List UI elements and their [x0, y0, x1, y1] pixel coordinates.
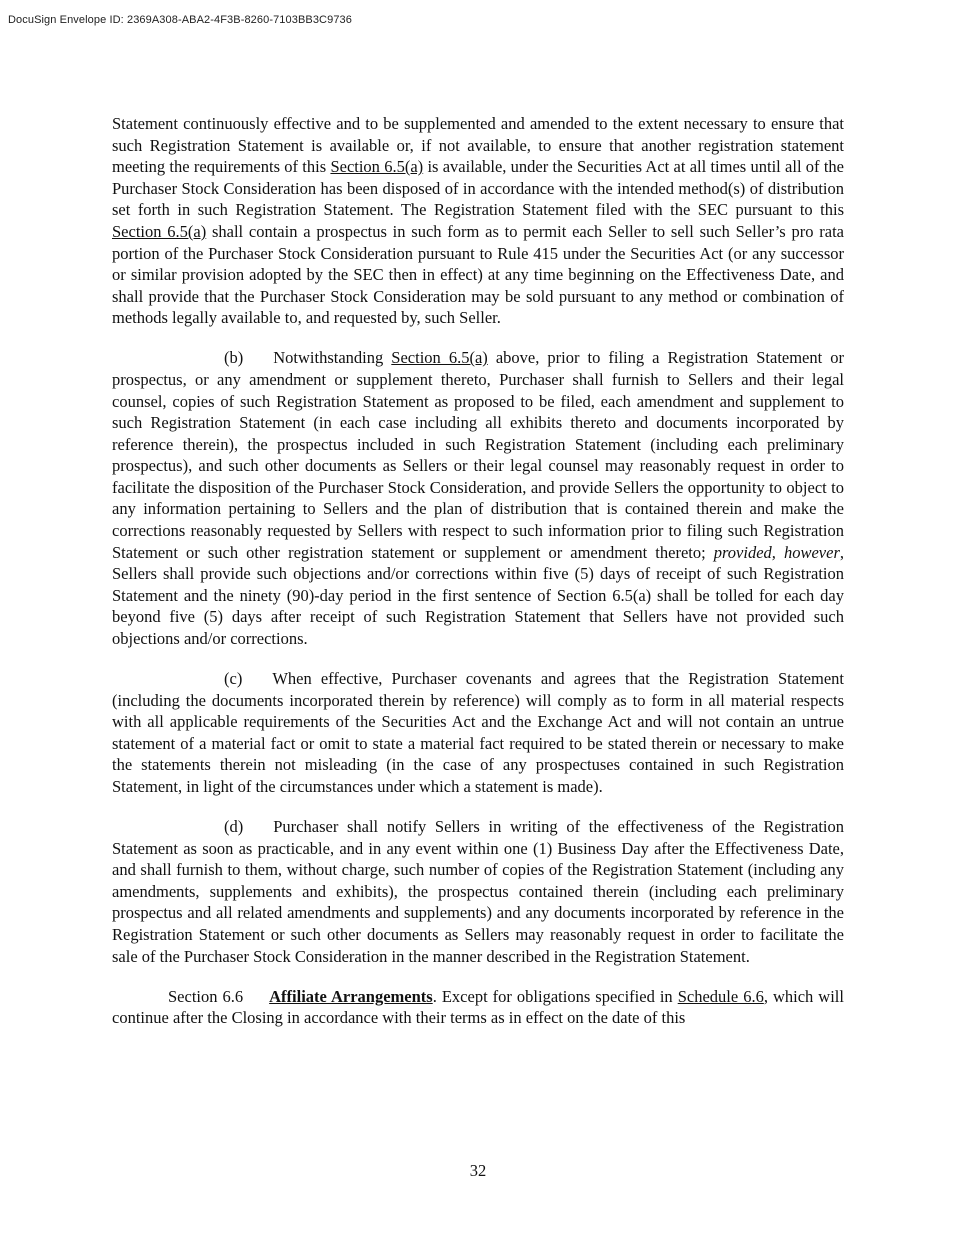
- paragraph-text: , Sellers shall provide such objections and/or corrections within five (5) days of receipt of such Registration Statement and the ninety (90)-day period in the first sentence of Section 6.5(a) shall be tolled for each day beyond five (5) days after receipt of such Registration Statement that Sellers have not provided such objections and/or corrections.: [112, 542, 844, 649]
- section-number: Section 6.6: [168, 986, 244, 1006]
- proviso-italic: provided, however: [713, 542, 840, 562]
- subsection-label: (b): [224, 348, 244, 368]
- section-6-6-paragraph: [112, 986, 844, 1029]
- paragraph-d: [112, 816, 844, 967]
- paragraph-text: is available, under the Securities Act at all times until all of the Purchaser Stock Consideration has been disposed of in accordance with the intended method(s) of distribution set forth in such Registration Statement. The Registration Statement filed with the SEC pursuant to this: [112, 157, 844, 220]
- subsection-label: (d): [224, 816, 244, 836]
- paragraph-text: , which will continue after the Closing in accordance with their terms as in effect on the date of this: [112, 986, 844, 1028]
- schedule-reference-link: Schedule 6.6: [677, 986, 764, 1006]
- paragraph-text: shall contain a prospectus in such form as to permit each Seller to sell such Seller’s pro rata portion of the Purchaser Stock Consideration pursuant to Rule 415 under the Securities Act (or any successor or similar provision adopted by the SEC then in effect) at any time beginning on the Effectiveness Date, and shall provide that the Purchaser Stock Consideration may be sold pursuant to any method or combination of methods legally available to, and requested by, such Seller.: [112, 221, 844, 328]
- subsection-label: (c): [224, 669, 243, 689]
- paragraph-text: Notwithstanding: [273, 348, 392, 368]
- document-body: [112, 113, 844, 1029]
- paragraph-text: . Except for obligations specified in: [432, 986, 678, 1006]
- paragraph-c: [112, 668, 844, 798]
- paragraph-b: [112, 347, 844, 649]
- page-number: 32: [469, 1161, 487, 1180]
- paragraph-text: above, prior to filing a Registration Statement or prospectus, or any amendment or supplement thereto, Purchaser shall furnish to Sellers and their legal counsel, copies of such Registration Statement as proposed to be filed, each amendment and supplement to such Registration Statement (in each case including all exhibits thereto and documents incorporated by reference therein), the prospectus included in such Registration Statement (including each preliminary prospectus), and such other documents as Sellers or their legal counsel may reasonably request in order to facilitate the disposition of the Purchaser Stock Consideration, and provide Sellers the opportunity to object to any information pertaining to Sellers and the plan of distribution that is contained therein and make the corrections reasonably requested by Sellers with respect to such information prior to filing such Registration Statement or such other registration statement or supplement or amendment thereto;: [112, 348, 845, 562]
- section-reference-link: Section 6.5(a): [330, 157, 424, 177]
- paragraph-text: Purchaser shall notify Sellers in writing of the effectiveness of the Registration Statement as soon as practicable, and in any event within one (1) Business Day after the Effectiveness Date, and shall furnish to them, without charge, such number of copies of the Registration Statement (including any amendments, supplements and exhibits), the prospectus contained therein (including each preliminary prospectus and all related amendments and supplements) and any documents incorporated by reference in the Registration Statement or such other documents as Sellers may reasonably request in order to facilitate the sale of the Purchaser Stock Consideration in the manner described in the Registration Statement.: [112, 816, 844, 966]
- paragraph-text: When effective, Purchaser covenants and agrees that the Registration Statement (including the documents incorporated therein by reference) will comply as to form in all material respects with all applicable requirements of the Securities Act and the Exchange Act and will not contain an untrue statement of a material fact or omit to state a material fact required to be stated therein or necessary to make the statements therein not misleading (in the case of any prospectuses contained in such Registration Statement, in light of the circumstances under which a statement is made).: [112, 669, 844, 796]
- paragraph-registration-effective: [112, 113, 844, 329]
- paragraph-text: Statement continuously effective and to be supplemented and amended to the extent necessary to ensure that such Registration Statement is available or, if not available, to ensure that another registration statement meeting the requirements of this: [112, 114, 844, 177]
- section-heading: Affiliate Arrangements: [269, 986, 433, 1006]
- section-reference-link: Section 6.5(a): [112, 221, 207, 241]
- docusign-envelope-id: DocuSign Envelope ID: 2369A308-ABA2-4F3B-8260-7103BB3C9736: [8, 14, 352, 26]
- section-reference-link: Section 6.5(a): [391, 348, 488, 368]
